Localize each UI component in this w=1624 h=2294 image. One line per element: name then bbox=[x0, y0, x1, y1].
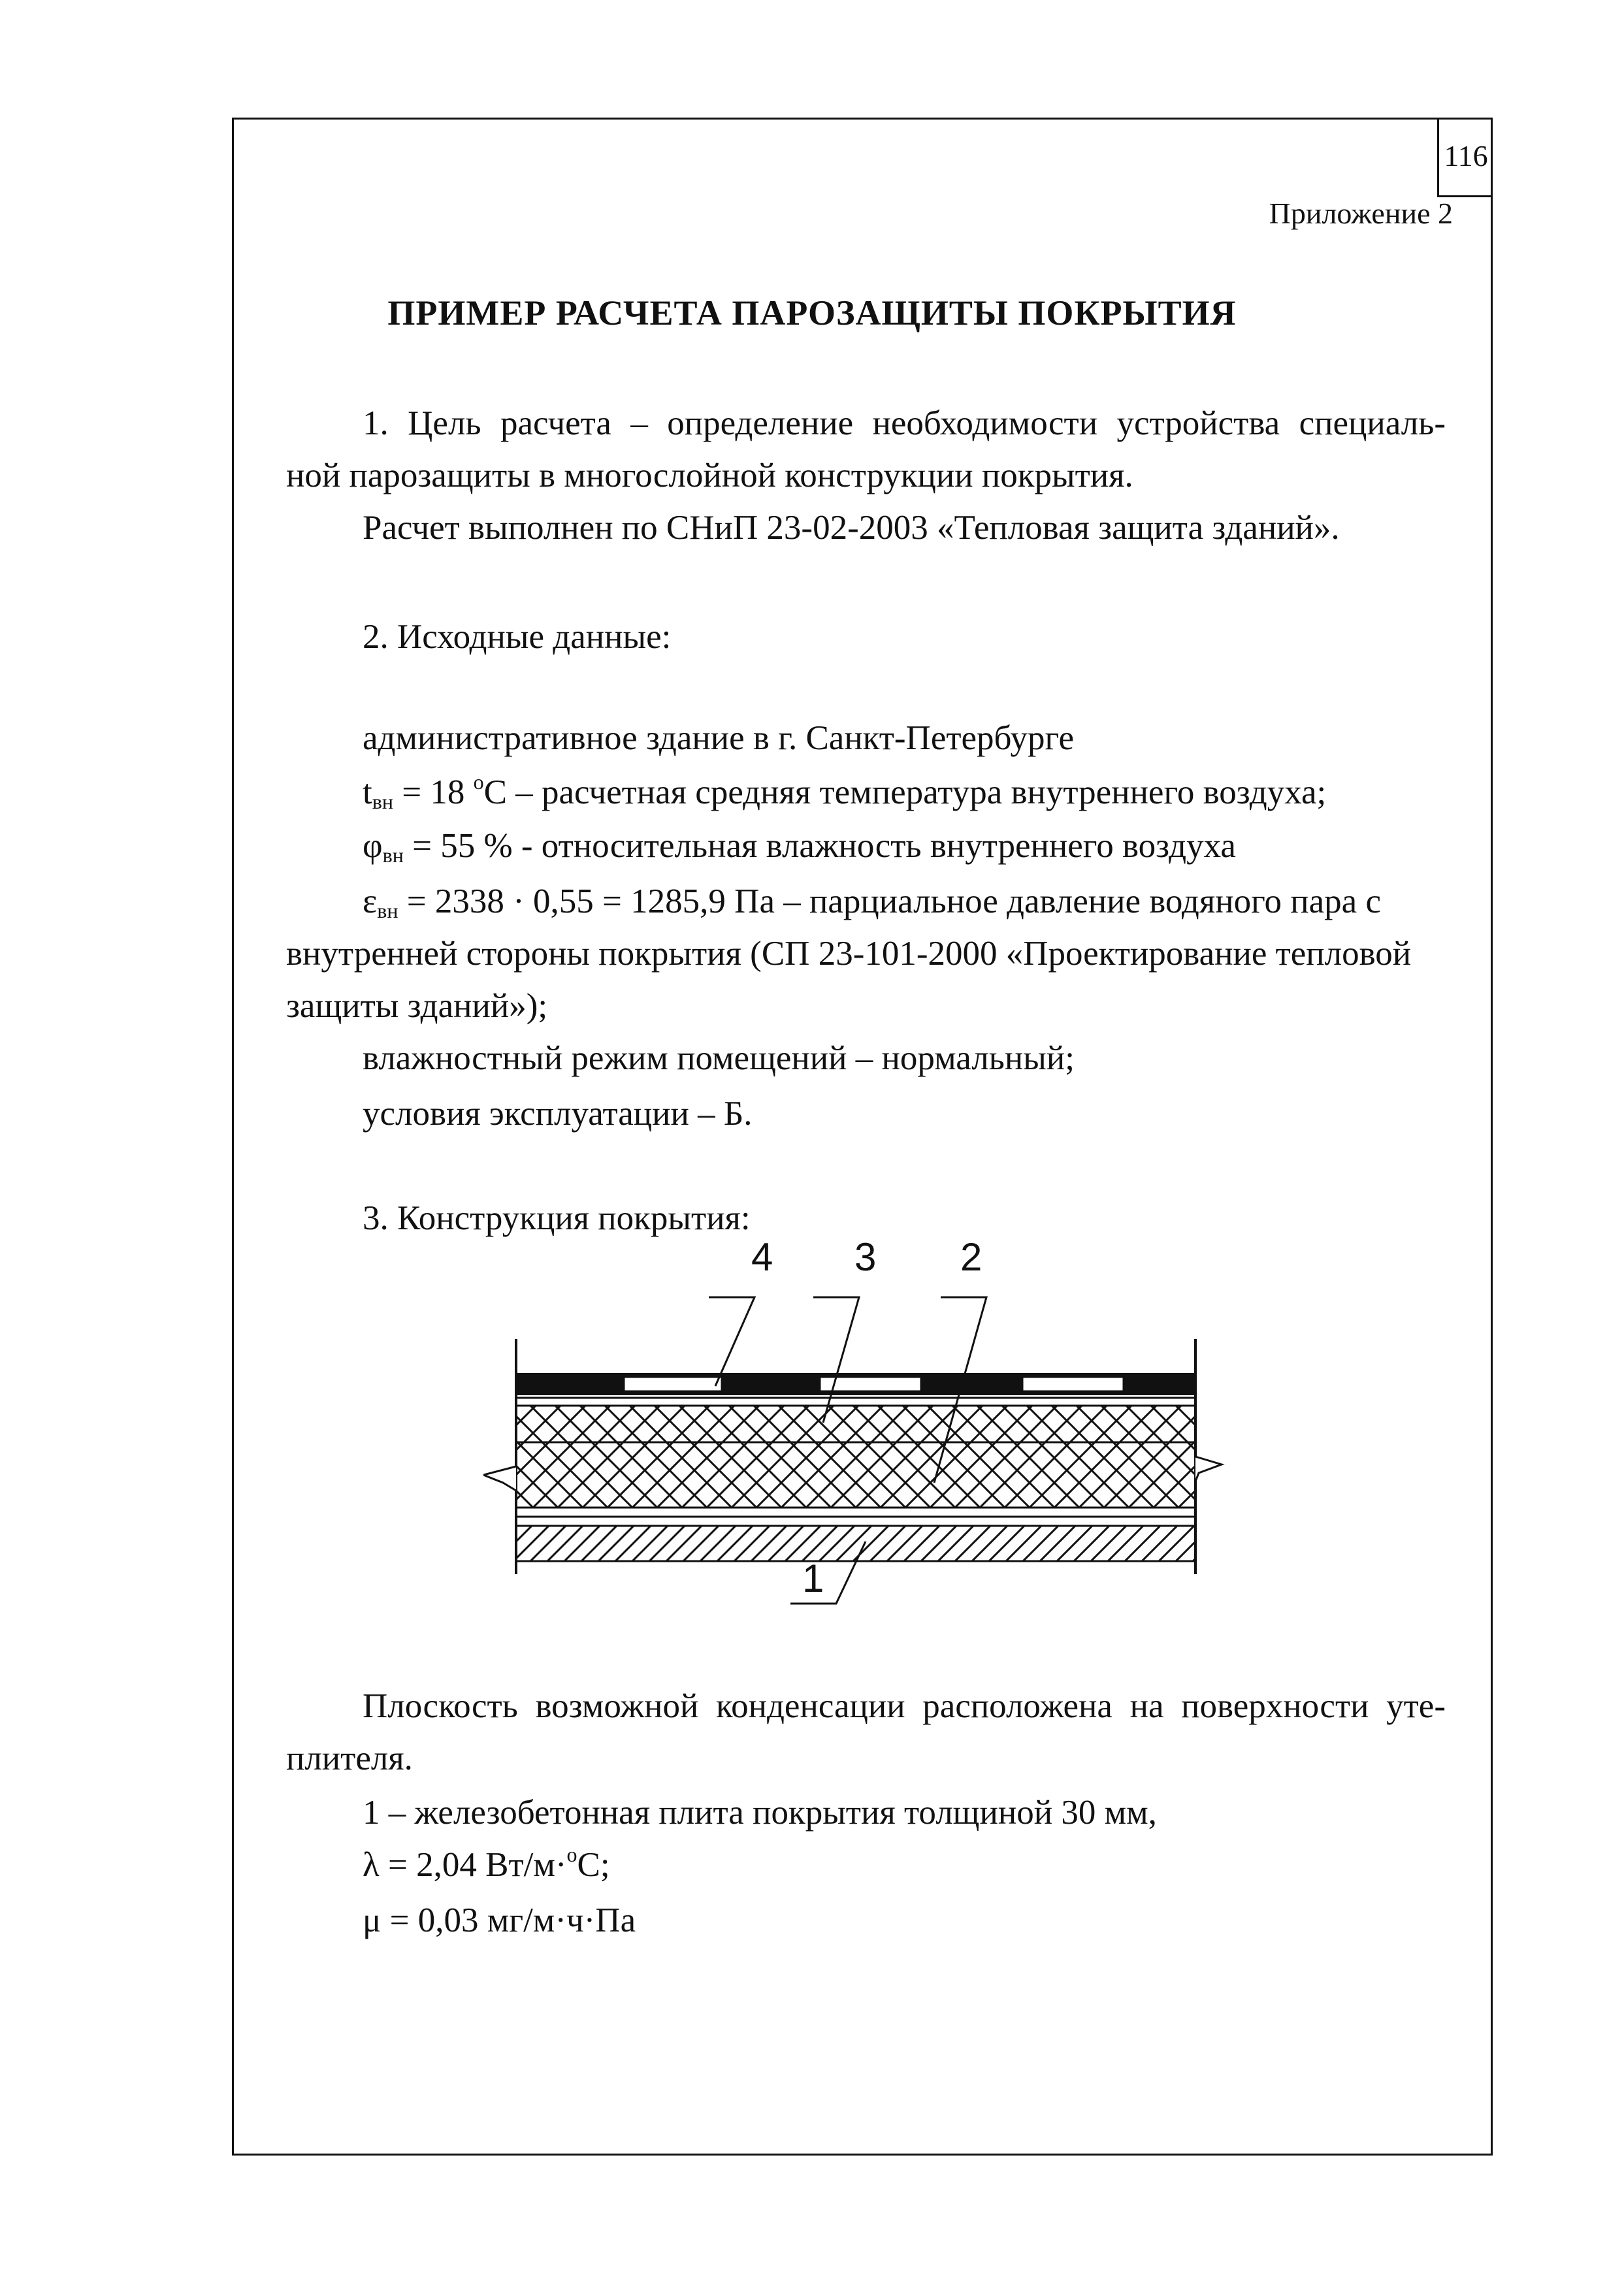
leader-4 bbox=[709, 1297, 755, 1386]
page-title: ПРИМЕР РАСЧЕТА ПАРОЗАЩИТЫ ПОКРЫТИЯ bbox=[387, 293, 1237, 332]
t-subscript: вн bbox=[372, 790, 393, 813]
label-3: 3 bbox=[854, 1235, 877, 1279]
t-degree: o bbox=[473, 770, 484, 794]
section1-line2: ной парозащиты в многослойной конструкции покрытия. bbox=[286, 457, 1133, 494]
label-4: 4 bbox=[751, 1235, 773, 1279]
section3-heading: 3. Конструкция покрытия: bbox=[363, 1199, 751, 1237]
humidity-regime-line: влажностный режим помещений – нормальный; bbox=[363, 1039, 1075, 1077]
lambda-text-a: λ = 2,04 Вт/м· bbox=[363, 1846, 567, 1884]
slab-description: 1 – железобетонная плита покрытия толщиной 30 мм, bbox=[363, 1794, 1157, 1832]
page-number: 116 bbox=[1437, 118, 1493, 197]
label-2: 2 bbox=[960, 1235, 983, 1279]
section1-line3: Расчет выполнен по СНиП 23-02-2003 «Тепловая защита зданий». bbox=[363, 509, 1340, 547]
building-line: административное здание в г. Санкт-Петербурге bbox=[363, 719, 1075, 757]
eps-symbol: ε bbox=[363, 882, 378, 920]
roofing-gap bbox=[624, 1377, 722, 1391]
section2-heading: 2. Исходные данные: bbox=[363, 618, 672, 656]
lambda-line bbox=[363, 1839, 610, 1891]
screed-layer bbox=[516, 1406, 1195, 1442]
lambda-text-b: С; bbox=[577, 1846, 610, 1884]
phi-text: = 55 % - относительная влажность внутреннего воздуха bbox=[403, 827, 1236, 865]
condensation-line2: плителя. bbox=[286, 1739, 413, 1777]
temperature-line bbox=[363, 766, 1326, 828]
appendix-label: Приложение 2 bbox=[1269, 197, 1453, 230]
concrete-slab-layer bbox=[516, 1526, 1195, 1561]
section1-line1: 1. Цель расчета – определение необходимости устройства специаль- bbox=[363, 404, 1446, 442]
t-text-b: С – расчетная средняя температура внутреннего воздуха; bbox=[483, 773, 1327, 811]
mu-line: μ = 0,03 мг/м·ч·Па bbox=[363, 1901, 636, 1939]
insulation-layer bbox=[516, 1442, 1195, 1508]
leader-3 bbox=[813, 1297, 859, 1423]
roof-construction-diagram bbox=[483, 1235, 1228, 1626]
label-1: 1 bbox=[802, 1557, 824, 1600]
t-text-a: = 18 bbox=[393, 773, 474, 811]
right-break-mark bbox=[1195, 1457, 1222, 1481]
left-break-mark bbox=[483, 1466, 516, 1491]
pressure-line-2: внутренней стороны покрытия (СП 23-101-2000 «Проектирование тепловой bbox=[286, 935, 1412, 973]
pressure-line-3: защиты зданий»); bbox=[286, 987, 548, 1025]
eps-text: = 2338 · 0,55 = 1285,9 Па – парциальное давление водяного пара с bbox=[398, 882, 1381, 920]
phi-subscript: вн bbox=[382, 843, 404, 867]
roofing-gap bbox=[1022, 1377, 1124, 1391]
condensation-line1: Плоскость возможной конденсации расположена на поверхности уте- bbox=[363, 1687, 1446, 1725]
conditions-line: условия эксплуатации – Б. bbox=[363, 1095, 753, 1133]
eps-subscript: вн bbox=[377, 899, 398, 922]
t-symbol: t bbox=[363, 773, 372, 811]
lambda-degree: o bbox=[566, 1843, 577, 1866]
phi-symbol: φ bbox=[363, 827, 383, 865]
humidity-value-line bbox=[363, 820, 1236, 881]
